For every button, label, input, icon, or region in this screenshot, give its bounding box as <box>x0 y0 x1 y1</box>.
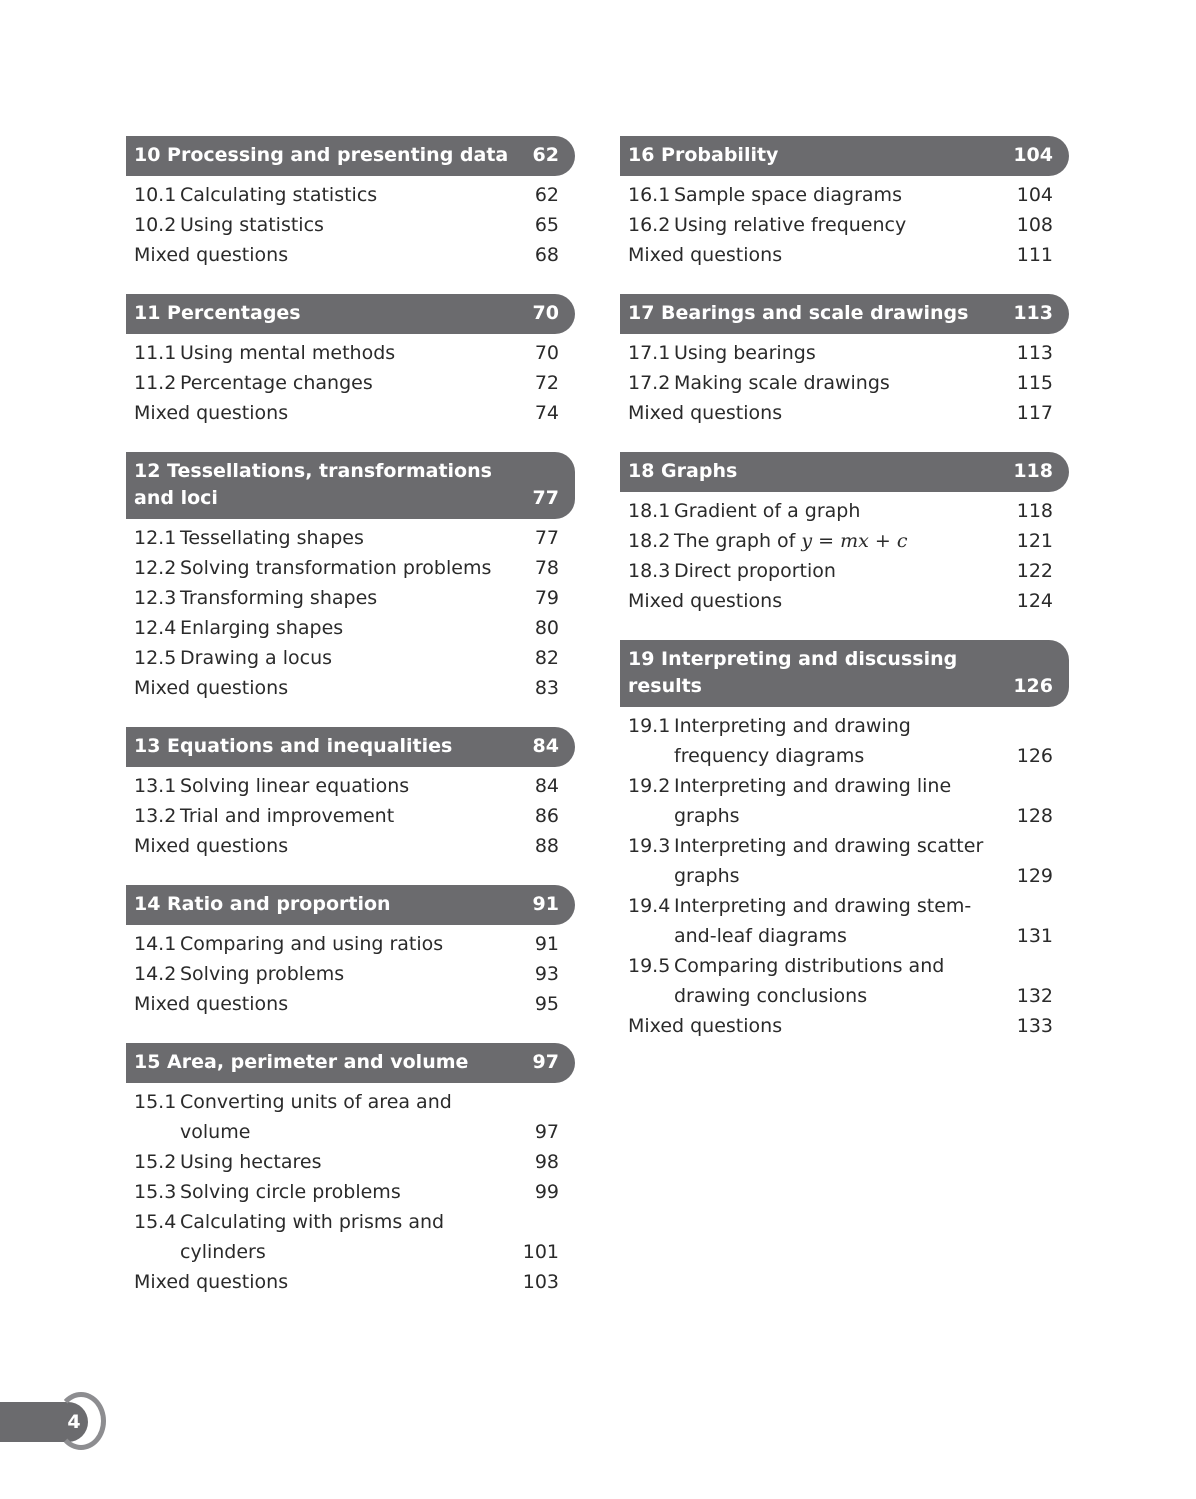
section-title <box>674 556 1011 586</box>
section-page-number: 79 <box>534 587 559 609</box>
section-title <box>180 583 523 613</box>
section-title-text: Mixed questions <box>134 835 289 857</box>
section-title-text: Interpreting and drawing scatter graphs <box>674 835 984 887</box>
section-page-number: 101 <box>522 1241 559 1263</box>
toc-entry[interactable] <box>126 1267 575 1297</box>
section-title-text: Using bearings <box>674 342 816 364</box>
section-number: 19.2 <box>628 775 671 797</box>
toc-entry-text <box>134 929 523 959</box>
section-title-text: Using mental methods <box>180 342 396 364</box>
section-page-number: 97 <box>534 1121 559 1143</box>
toc-entry[interactable] <box>126 613 575 643</box>
section-number: 16.1 <box>628 184 671 206</box>
section-title <box>180 553 523 583</box>
chapter-page-number: 91 <box>532 893 559 915</box>
chapter-page-number: 77 <box>532 487 559 509</box>
chapter-title: 19 Interpreting and discussing results <box>628 648 958 697</box>
section-title-text: Using relative frequency <box>674 214 907 236</box>
toc-entry-text <box>134 1207 517 1267</box>
section-page-number: 118 <box>1016 500 1053 522</box>
section-title-text: Tessellating shapes <box>180 527 364 549</box>
toc-entry-text <box>134 959 523 989</box>
section-title-text: Mixed questions <box>134 993 289 1015</box>
section-page-number: 80 <box>534 617 559 639</box>
section-title <box>180 771 523 801</box>
toc-entry-text <box>134 1087 523 1147</box>
section-title <box>180 959 523 989</box>
toc-entry-text <box>134 338 523 368</box>
section-title <box>134 398 523 428</box>
section-title-text: Interpreting and drawing line graphs <box>674 775 952 827</box>
section-title <box>628 240 1011 270</box>
toc-entry[interactable] <box>620 891 1069 951</box>
toc-entry[interactable] <box>126 180 575 210</box>
toc-left-column <box>126 136 575 1321</box>
toc-entry[interactable] <box>620 180 1069 210</box>
section-title-text: Solving linear equations <box>180 775 410 797</box>
section-title-text: Comparing distributions and drawing conclusions <box>674 955 945 1007</box>
toc-entry-text <box>628 586 1011 616</box>
chapter-heading[interactable] <box>620 452 1069 492</box>
section-number: 16.2 <box>628 214 671 236</box>
toc-entry-text <box>628 338 1011 368</box>
section-title-text: Drawing a locus <box>180 647 333 669</box>
section-page-number: 78 <box>534 557 559 579</box>
toc-right-column <box>620 136 1069 1065</box>
section-page-number: 104 <box>1016 184 1053 206</box>
section-title <box>134 673 523 703</box>
section-page-number: 132 <box>1016 985 1053 1007</box>
toc-entry[interactable] <box>620 368 1069 398</box>
section-title <box>674 951 1011 1011</box>
toc-entry-text <box>134 583 523 613</box>
section-title-text: Mixed questions <box>134 1271 289 1293</box>
section-title-text: Mixed questions <box>134 402 289 424</box>
chapter-page-number: 70 <box>532 302 559 324</box>
toc-entry[interactable] <box>126 989 575 1019</box>
toc-entry[interactable] <box>126 1087 575 1147</box>
section-number: 12.1 <box>134 527 177 549</box>
toc-entry-text <box>628 368 1011 398</box>
chapter-section <box>126 885 575 1019</box>
toc-entry[interactable] <box>620 1011 1069 1041</box>
toc-entry-text <box>134 398 523 428</box>
section-number: 11.2 <box>134 372 177 394</box>
section-title <box>180 1177 523 1207</box>
chapter-heading[interactable] <box>126 885 575 925</box>
section-number: 19.4 <box>628 895 671 917</box>
section-title-text: Enlarging shapes <box>180 617 344 639</box>
section-number: 12.2 <box>134 557 177 579</box>
section-page-number: 115 <box>1016 372 1053 394</box>
section-title-text: Interpreting and drawing stem-and-leaf diagrams <box>674 895 972 947</box>
chapter-heading[interactable] <box>126 727 575 767</box>
chapter-heading[interactable] <box>620 294 1069 334</box>
section-title-text: Mixed questions <box>134 677 289 699</box>
section-number: 18.1 <box>628 500 671 522</box>
toc-entry[interactable] <box>620 398 1069 428</box>
section-page-number: 124 <box>1016 590 1053 612</box>
chapter-title: 13 Equations and inequalities <box>134 735 453 757</box>
toc-entry[interactable] <box>126 368 575 398</box>
section-number: 13.2 <box>134 805 177 827</box>
toc-entry[interactable] <box>620 338 1069 368</box>
section-title-text: Making scale drawings <box>674 372 890 394</box>
toc-entry[interactable] <box>126 959 575 989</box>
chapter-title: 14 Ratio and proportion <box>134 893 391 915</box>
section-page-number: 68 <box>534 244 559 266</box>
toc-entry-text <box>628 526 1011 556</box>
toc-entry[interactable] <box>126 929 575 959</box>
section-title <box>674 368 1011 398</box>
section-title <box>628 398 1011 428</box>
section-title <box>134 240 523 270</box>
section-title <box>674 891 1011 951</box>
toc-entry-text <box>134 553 523 583</box>
section-title-text: Trial and improvement <box>180 805 395 827</box>
toc-entry-text <box>134 613 523 643</box>
section-page-number: 84 <box>534 775 559 797</box>
section-title-text: Transforming shapes <box>180 587 378 609</box>
toc-entry-text <box>134 240 523 270</box>
section-title <box>180 338 523 368</box>
toc-entry-text <box>628 771 1011 831</box>
toc-entry-text <box>134 989 523 1019</box>
section-page-number: 95 <box>534 993 559 1015</box>
toc-entry-text <box>134 771 523 801</box>
section-title <box>674 711 1011 771</box>
chapter-section <box>126 452 575 703</box>
section-title-text: Mixed questions <box>628 244 783 266</box>
section-page-number: 128 <box>1016 805 1053 827</box>
section-page-number: 74 <box>534 402 559 424</box>
toc-entry-text <box>134 210 523 240</box>
chapter-heading[interactable] <box>620 136 1069 176</box>
section-number: 15.1 <box>134 1091 177 1113</box>
section-page-number: 93 <box>534 963 559 985</box>
toc-entry[interactable] <box>620 210 1069 240</box>
toc-entry[interactable] <box>126 643 575 673</box>
section-number: 19.3 <box>628 835 671 857</box>
section-title-text: Solving transformation problems <box>180 557 492 579</box>
toc-entry-text <box>628 711 1011 771</box>
section-page-number: 129 <box>1016 865 1053 887</box>
section-number: 15.3 <box>134 1181 177 1203</box>
section-page-number: 65 <box>534 214 559 236</box>
toc-entry-text <box>134 368 523 398</box>
toc-entry[interactable] <box>620 556 1069 586</box>
section-page-number: 70 <box>534 342 559 364</box>
section-number: 12.3 <box>134 587 177 609</box>
section-title <box>180 1207 517 1267</box>
section-title-text: Using statistics <box>180 214 324 236</box>
toc-entry-text <box>134 673 523 703</box>
section-number: 14.2 <box>134 963 177 985</box>
section-title-text: Using hectares <box>180 1151 322 1173</box>
toc-entry-text <box>134 801 523 831</box>
section-page-number: 126 <box>1016 745 1053 767</box>
chapter-title: 11 Percentages <box>134 302 301 324</box>
chapter-title: 10 Processing and presenting data <box>134 144 509 166</box>
toc-entry-text <box>134 1267 517 1297</box>
section-number: 17.2 <box>628 372 671 394</box>
section-page-number: 117 <box>1016 402 1053 424</box>
section-number: 15.4 <box>134 1211 177 1233</box>
chapter-page-number: 84 <box>532 735 559 757</box>
section-title <box>134 989 523 1019</box>
toc-entry[interactable] <box>126 801 575 831</box>
section-page-number: 82 <box>534 647 559 669</box>
toc-entry[interactable] <box>620 240 1069 270</box>
equation: y = mx + c <box>801 530 908 552</box>
section-title <box>134 831 523 861</box>
section-number: 14.1 <box>134 933 177 955</box>
chapter-heading[interactable] <box>126 136 575 176</box>
toc-entry[interactable] <box>126 673 575 703</box>
chapter-page-number: 62 <box>532 144 559 166</box>
toc-entry[interactable] <box>126 771 575 801</box>
toc-entry-text <box>134 643 523 673</box>
section-page-number: 121 <box>1016 530 1053 552</box>
section-title-text: Direct proportion <box>674 560 836 582</box>
toc-entry-text <box>628 891 1011 951</box>
section-page-number: 113 <box>1016 342 1053 364</box>
chapter-page-number: 104 <box>1013 144 1053 166</box>
chapter-section <box>620 640 1069 1041</box>
section-title <box>180 368 523 398</box>
chapter-title: 12 Tessellations, transformations and loci <box>134 460 492 509</box>
toc-entry-text <box>628 951 1011 1011</box>
section-number: 17.1 <box>628 342 671 364</box>
section-number: 13.1 <box>134 775 177 797</box>
section-title <box>180 180 523 210</box>
toc-entry[interactable] <box>126 398 575 428</box>
section-title <box>180 643 523 673</box>
toc-entry[interactable] <box>620 496 1069 526</box>
toc-entry-text <box>134 831 523 861</box>
chapter-title: 16 Probability <box>628 144 779 166</box>
section-title <box>674 180 1011 210</box>
section-title-text: Calculating statistics <box>180 184 378 206</box>
chapter-section <box>620 136 1069 270</box>
section-page-number: 72 <box>534 372 559 394</box>
chapter-section <box>126 136 575 270</box>
section-page-number: 131 <box>1016 925 1053 947</box>
toc-entry[interactable] <box>620 526 1069 556</box>
section-title <box>674 771 1011 831</box>
section-number: 12.4 <box>134 617 177 639</box>
toc-entry-text <box>628 496 1011 526</box>
page-number: 4 <box>67 1411 81 1433</box>
section-title <box>674 496 1011 526</box>
toc-entry[interactable] <box>126 210 575 240</box>
section-number: 15.2 <box>134 1151 177 1173</box>
section-title-text: Calculating with prisms and cylinders <box>180 1211 445 1263</box>
section-title-text: Solving circle problems <box>180 1181 401 1203</box>
toc-entry-text <box>628 398 1011 428</box>
chapter-title: 17 Bearings and scale drawings <box>628 302 969 324</box>
toc-entry-text <box>134 523 523 553</box>
section-title-text: Converting units of area and volume <box>180 1091 452 1143</box>
section-title-text: Gradient of a graph <box>674 500 861 522</box>
section-page-number: 86 <box>534 805 559 827</box>
section-number: 11.1 <box>134 342 177 364</box>
section-number: 10.2 <box>134 214 177 236</box>
section-title <box>674 338 1011 368</box>
section-title <box>674 526 1011 556</box>
section-page-number: 108 <box>1016 214 1053 236</box>
section-page-number: 111 <box>1016 244 1053 266</box>
section-number: 18.2 <box>628 530 671 552</box>
section-title <box>180 929 523 959</box>
toc-entry-text <box>628 831 1011 891</box>
section-number: 12.5 <box>134 647 177 669</box>
chapter-heading[interactable] <box>126 294 575 334</box>
section-title <box>180 613 523 643</box>
chapter-heading[interactable] <box>126 452 575 519</box>
toc-entry[interactable] <box>126 338 575 368</box>
toc-entry[interactable] <box>620 831 1069 891</box>
section-number: 19.5 <box>628 955 671 977</box>
section-title <box>674 210 1011 240</box>
section-title <box>628 1011 1011 1041</box>
section-page-number: 99 <box>534 1181 559 1203</box>
toc-entry[interactable] <box>126 1207 575 1267</box>
section-title-text: Solving problems <box>180 963 345 985</box>
chapter-section <box>620 294 1069 428</box>
section-title-text: Mixed questions <box>134 244 289 266</box>
toc-entry[interactable] <box>620 586 1069 616</box>
toc-entry[interactable] <box>620 951 1069 1011</box>
section-title-text: Sample space diagrams <box>674 184 902 206</box>
section-title <box>180 801 523 831</box>
toc-entry-text <box>628 556 1011 586</box>
toc-entry-text <box>134 180 523 210</box>
section-title <box>180 1087 523 1147</box>
section-title-text: Comparing and using ratios <box>180 933 444 955</box>
toc-entry-text <box>628 210 1011 240</box>
section-page-number: 83 <box>534 677 559 699</box>
section-page-number: 77 <box>534 527 559 549</box>
section-title-text: Mixed questions <box>628 1015 783 1037</box>
section-number: 19.1 <box>628 715 671 737</box>
section-title <box>180 1147 523 1177</box>
chapter-heading[interactable] <box>620 640 1069 707</box>
section-title-text: Interpreting and drawing frequency diagrams <box>674 715 911 767</box>
section-page-number: 133 <box>1016 1015 1053 1037</box>
section-title <box>180 523 523 553</box>
toc-entry[interactable] <box>620 771 1069 831</box>
chapter-section <box>126 1043 575 1297</box>
section-title <box>180 210 523 240</box>
chapter-section <box>620 452 1069 616</box>
toc-entry[interactable] <box>126 831 575 861</box>
toc-entry-text <box>628 1011 1011 1041</box>
section-title <box>134 1267 517 1297</box>
section-title-text: The graph of <box>674 530 796 552</box>
section-page-number: 103 <box>522 1271 559 1293</box>
chapter-page-number: 113 <box>1013 302 1053 324</box>
section-page-number: 91 <box>534 933 559 955</box>
section-title <box>628 586 1011 616</box>
chapter-page-number: 126 <box>1013 675 1053 697</box>
toc-entry[interactable] <box>126 523 575 553</box>
chapter-page-number: 97 <box>532 1051 559 1073</box>
chapter-heading[interactable] <box>126 1043 575 1083</box>
toc-entry-text <box>628 180 1011 210</box>
section-page-number: 98 <box>534 1151 559 1173</box>
chapter-title: 18 Graphs <box>628 460 738 482</box>
section-number: 10.1 <box>134 184 177 206</box>
chapter-section <box>126 727 575 861</box>
toc-entry-text <box>134 1177 523 1207</box>
toc-entry[interactable] <box>126 1177 575 1207</box>
toc-entry-text <box>134 1147 523 1177</box>
section-page-number: 88 <box>534 835 559 857</box>
toc-entry[interactable] <box>126 583 575 613</box>
toc-entry[interactable] <box>620 711 1069 771</box>
section-title-text: Mixed questions <box>628 402 783 424</box>
chapter-title: 15 Area, perimeter and volume <box>134 1051 469 1073</box>
section-page-number: 122 <box>1016 560 1053 582</box>
section-page-number: 62 <box>534 184 559 206</box>
section-number: 18.3 <box>628 560 671 582</box>
section-title-text: Percentage changes <box>180 372 373 394</box>
toc-entry[interactable] <box>126 553 575 583</box>
toc-entry-text <box>628 240 1011 270</box>
section-title <box>674 831 1011 891</box>
chapter-page-number: 118 <box>1013 460 1053 482</box>
toc-entry[interactable] <box>126 1147 575 1177</box>
section-title-text: Mixed questions <box>628 590 783 612</box>
toc-entry[interactable] <box>126 240 575 270</box>
chapter-section <box>126 294 575 428</box>
